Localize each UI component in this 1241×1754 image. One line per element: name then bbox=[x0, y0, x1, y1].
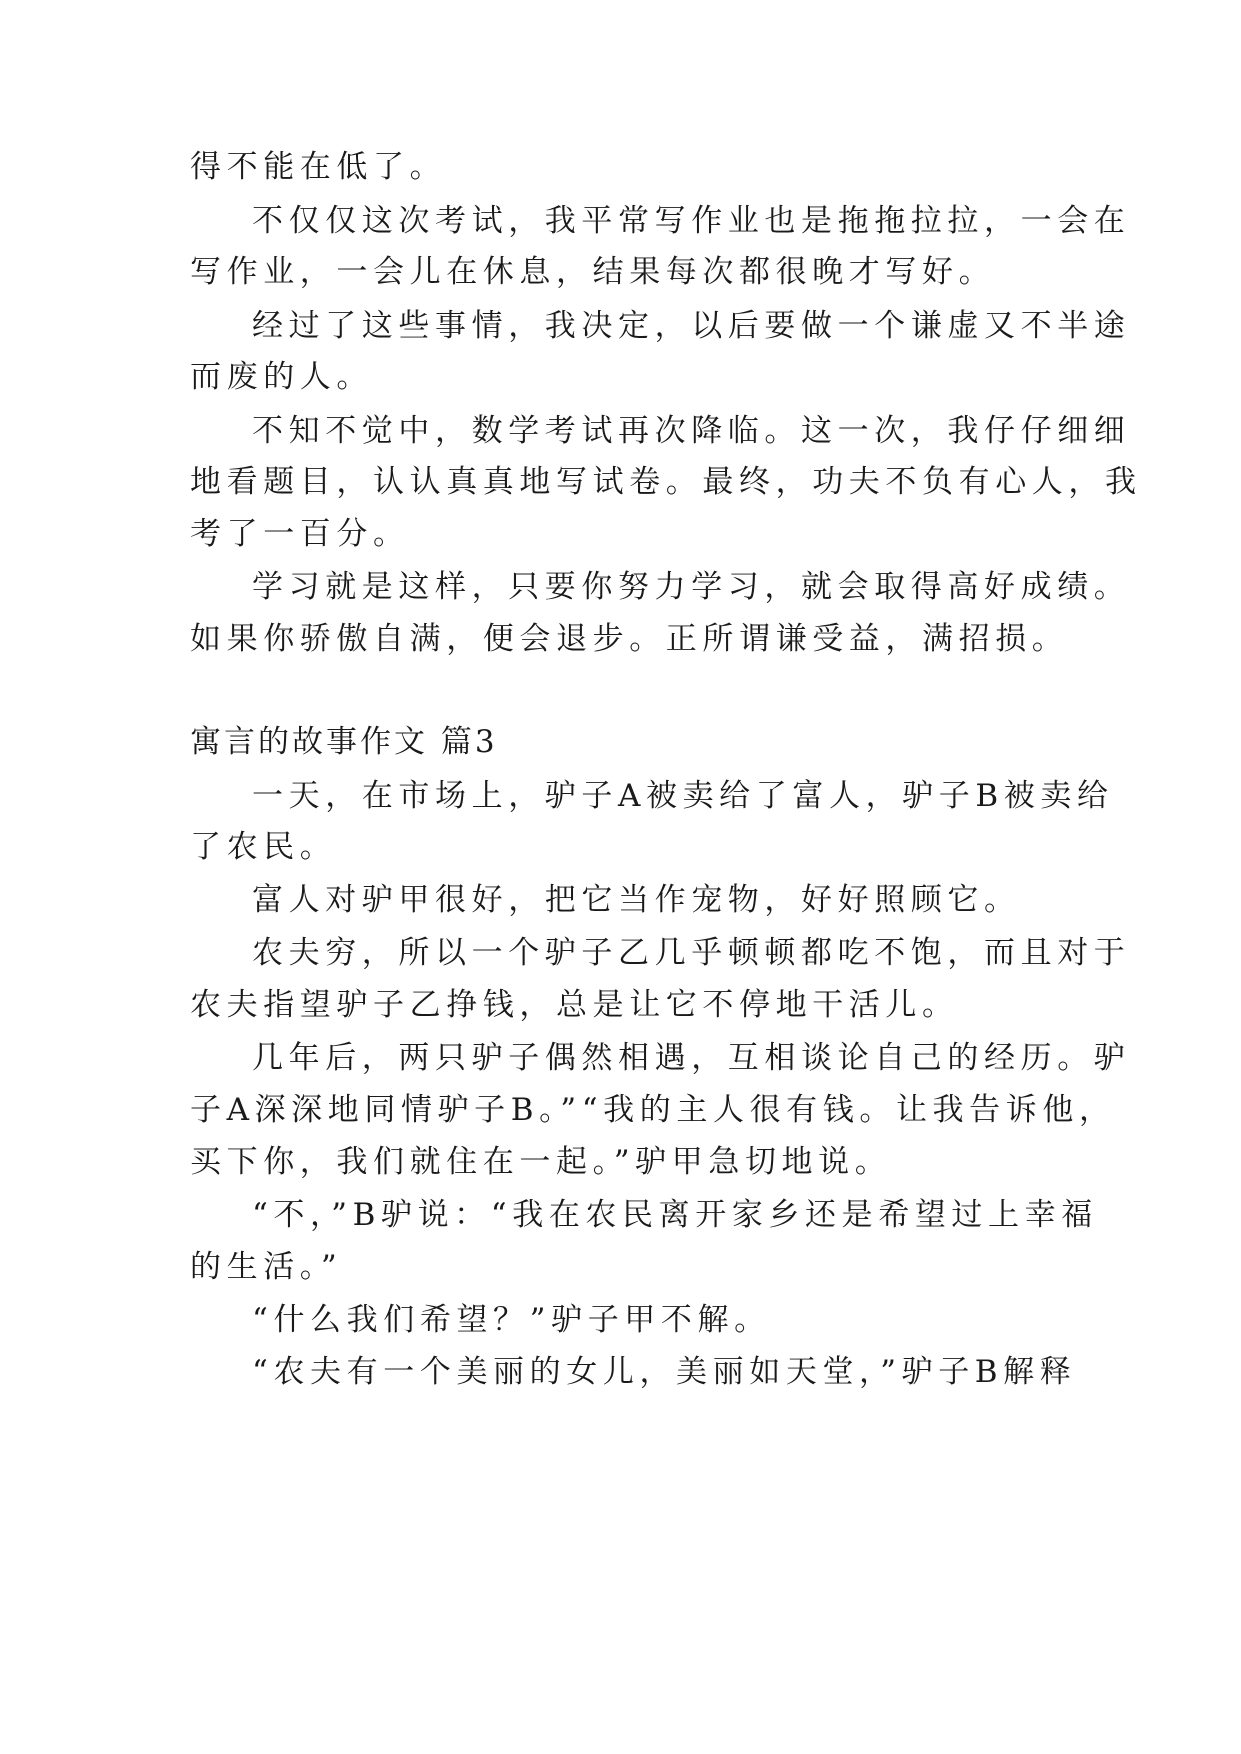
paragraph-line: 农夫穷，所以一个驴子乙几乎顿顿都吃不饱，而且对于 bbox=[252, 935, 1131, 971]
paragraph-line: 得不能在低了。 bbox=[190, 149, 447, 185]
paragraph-line: 不知不觉中，数学考试再次降临。这一次，我仔仔细细 bbox=[252, 413, 1131, 449]
paragraph-line: “农夫有一个美丽的女儿，美丽如天堂，”驴子B解释 bbox=[252, 1354, 1077, 1390]
paragraph-line: “什么我们希望？”驴子甲不解。 bbox=[252, 1302, 771, 1338]
paragraph-line: 考了一百分。 bbox=[190, 516, 410, 552]
paragraph-line: 学习就是这样，只要你努力学习，就会取得高好成绩。 bbox=[252, 569, 1131, 605]
paragraph-line: 不仅仅这次考试，我平常写作业也是拖拖拉拉，一会在 bbox=[252, 203, 1131, 239]
paragraph-line: 写作业，一会儿在休息，结果每次都很晚才写好。 bbox=[190, 254, 996, 290]
paragraph-line: 几年后，两只驴子偶然相遇，互相谈论自己的经历。驴 bbox=[252, 1040, 1131, 1076]
paragraph-line: 富人对驴甲很好，把它当作宠物，好好照顾它。 bbox=[252, 882, 1021, 918]
paragraph-line: “不，”B驴说：“我在农民离开家乡还是希望过上幸福 bbox=[252, 1197, 1098, 1233]
paragraph-line: 经过了这些事情，我决定，以后要做一个谦虚又不半途 bbox=[252, 308, 1131, 344]
paragraph-line: 子A深深地同情驴子B。”“我的主人很有钱。让我告诉他， bbox=[190, 1092, 1116, 1128]
paragraph-line: 买下你，我们就住在一起。”驴甲急切地说。 bbox=[190, 1144, 892, 1180]
paragraph-line: 一天，在市场上，驴子A被卖给了富人，驴子B被卖给 bbox=[252, 778, 1114, 814]
paragraph-line: 地看题目，认认真真地写试卷。最终，功夫不负有心人，我 bbox=[190, 464, 1142, 500]
paragraph-line: 的生活。” bbox=[190, 1249, 343, 1285]
paragraph-line: 如果你骄傲自满，便会退步。正所谓谦受益，满招损。 bbox=[190, 621, 1069, 657]
paragraph-line: 农夫指望驴子乙挣钱，总是让它不停地干活儿。 bbox=[190, 987, 959, 1023]
paragraph-line: 而废的人。 bbox=[190, 359, 373, 395]
paragraph-line: 了农民。 bbox=[190, 829, 337, 865]
section-heading: 寓言的故事作文 篇3 bbox=[190, 724, 498, 760]
